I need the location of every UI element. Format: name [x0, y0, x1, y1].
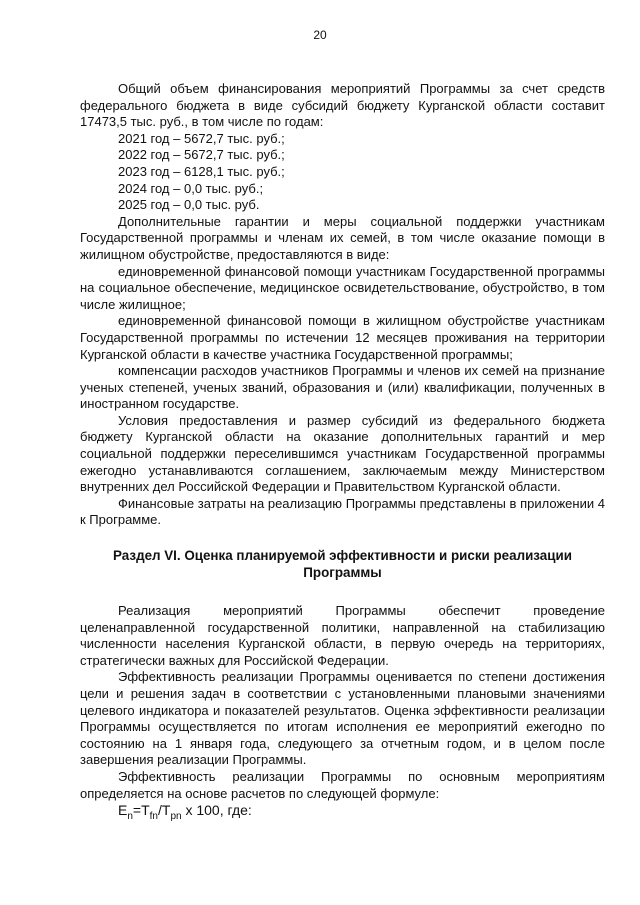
paragraph-subsidy-conditions: Условия предоставления и размер субсидий из федерального бюджета бюджету Курганской области на оказание дополнительных гарантий и мер социальной поддержки переселившимся участникам Государственной программы ежегодно устанавливаются соглашением, заключаемым между Министерством внутренних дел Российской Федерации и Правительством Курганской области.	[80, 412, 605, 495]
formula-divide-t: /T	[157, 802, 171, 819]
section-heading: Раздел VI. Оценка планируемой эффективности и риски реализации Программы	[113, 548, 572, 581]
paragraph-formula-intro: Эффективность реализации Программы по основным мероприятиям определяется на основе расчетов по следующей формуле:	[80, 768, 605, 801]
list-item-financial-aid: единовременной финансовой помощи участникам Государственной программы на социальное обеспечение, медицинское освидетельствование, обустройство, в том числе жилищное;	[80, 263, 605, 312]
funding-year-2024: 2024 год – 0,0 тыс. руб.;	[118, 180, 264, 196]
formula-tail: x 100, где:	[181, 802, 252, 819]
paragraph-implementation: Реализация мероприятий Программы обеспечит проведение целенаправленной государственной политики, направленной на стабилизацию численности населения Курганской области, в первую очередь на территориях, стратегически важных для Российской Федерации.	[80, 603, 605, 668]
funding-year-2025: 2025 год – 0,0 тыс. руб.	[118, 197, 260, 213]
funding-year-2021: 2021 год – 5672,7 тыс. руб.;	[118, 130, 285, 146]
funding-year-2023: 2023 год – 6128,1 тыс. руб.;	[118, 163, 285, 179]
list-item-compensation: компенсации расходов участников Программы и членов их семей на признание ученых степеней, ученых званий, образования и (или) квалификации, полученных в иностранном государстве.	[80, 363, 605, 412]
funding-by-year-list	[80, 131, 605, 214]
formula-e-subscript: n	[127, 810, 133, 822]
funding-year-2022: 2022 год – 5672,7 тыс. руб.;	[118, 147, 285, 163]
paragraph-funding: Общий объем финансирования мероприятий Программы за счет средств федерального бюджета в виде субсидий бюджету Курганской области составит 17473,5 тыс. руб., в том числе по годам:	[80, 81, 605, 130]
document-body	[80, 81, 605, 826]
page-number: 20	[313, 28, 327, 42]
paragraph-guarantees: Дополнительные гарантии и меры социальной поддержки участникам Государственной программы и членам их семей, в том числе оказание помощи в жилищном обустройстве, предоставляются в виде:	[80, 213, 605, 262]
list-item-housing-aid: единовременной финансовой помощи в жилищном обустройстве участникам Государственной программы по истечении 12 месяцев проживания на территории Курганской области в качестве участника Государственной программы;	[80, 313, 605, 362]
effectiveness-formula	[80, 802, 605, 825]
paragraph-financial-costs: Финансовые затраты на реализацию Программы представлены в приложении 4 к Программе.	[80, 495, 605, 528]
formula-equals-t: =T	[132, 802, 150, 819]
paragraph-effectiveness: Эффективность реализации Программы оценивается по степени достижения цели и решения задач в соответствии с установленными плановыми значениями целевого индикатора и показателей результатов. Оценка эффективности реализации Программы осуществляется по итогам исполнения ее мероприятий ежегодно по состоянию на 1 января года, следующего за отчетным годом, и в целом после завершения реализации Программы.	[80, 669, 605, 768]
formula-t-fact-subscript: fn	[149, 810, 158, 822]
formula-t-plan-subscript: pn	[170, 810, 182, 822]
formula-e: E	[118, 802, 128, 819]
